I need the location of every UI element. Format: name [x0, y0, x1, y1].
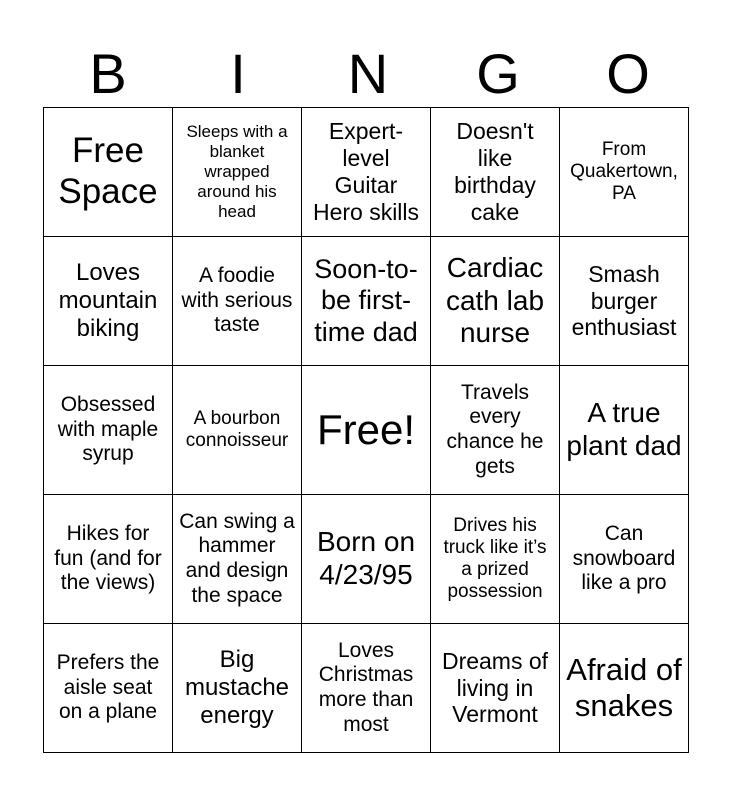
bingo-cell[interactable]: Soon-to-be first-time dad — [302, 237, 431, 366]
header-letter-n: N — [347, 42, 389, 105]
board-row — [44, 108, 689, 237]
bingo-cell[interactable]: Free Space — [44, 108, 173, 237]
bingo-cell[interactable]: Travels every chance he gets — [431, 366, 560, 495]
board-row — [44, 495, 689, 624]
bingo-cell[interactable]: A true plant dad — [560, 366, 689, 495]
bingo-cell[interactable]: Doesn't like birthday cake — [431, 108, 560, 237]
bingo-cell[interactable]: Cardiac cath lab nurse — [431, 237, 560, 366]
bingo-cell[interactable]: Smash burger enthusiast — [560, 237, 689, 366]
bingo-cell[interactable]: Loves mountain biking — [44, 237, 173, 366]
bingo-cell[interactable]: A foodie with serious taste — [173, 237, 302, 366]
bingo-cell[interactable]: A bourbon connoisseur — [173, 366, 302, 495]
bingo-cell[interactable]: Afraid of snakes — [560, 624, 689, 753]
header-letter-i: I — [230, 42, 246, 105]
bingo-board — [43, 107, 689, 753]
bingo-cell[interactable]: Drives his truck like it’s a prized possession — [431, 495, 560, 624]
bingo-cell[interactable]: Can snowboard like a pro — [560, 495, 689, 624]
bingo-cell[interactable]: Can swing a hammer and design the space — [173, 495, 302, 624]
bingo-cell[interactable]: Dreams of living in Vermont — [431, 624, 560, 753]
bingo-cell[interactable]: Born on 4/23/95 — [302, 495, 431, 624]
board-row — [44, 366, 689, 495]
bingo-cell[interactable]: From Quakertown, PA — [560, 108, 689, 237]
bingo-cell[interactable]: Expert-level Guitar Hero skills — [302, 108, 431, 237]
free-cell[interactable]: Free! — [302, 366, 431, 495]
bingo-header — [43, 40, 693, 108]
bingo-cell[interactable]: Loves Christmas more than most — [302, 624, 431, 753]
bingo-cell[interactable]: Hikes for fun (and for the views) — [44, 495, 173, 624]
board-row — [44, 237, 689, 366]
bingo-cell[interactable]: Big mustache energy — [173, 624, 302, 753]
header-letter-g: G — [476, 42, 520, 105]
board-row — [44, 624, 689, 753]
bingo-cell[interactable]: Prefers the aisle seat on a plane — [44, 624, 173, 753]
bingo-cell[interactable]: Sleeps with a blanket wrapped around his head — [173, 108, 302, 237]
header-letter-o: O — [606, 42, 650, 105]
header-letter-b: B — [89, 42, 127, 105]
bingo-cell[interactable]: Obsessed with maple syrup — [44, 366, 173, 495]
